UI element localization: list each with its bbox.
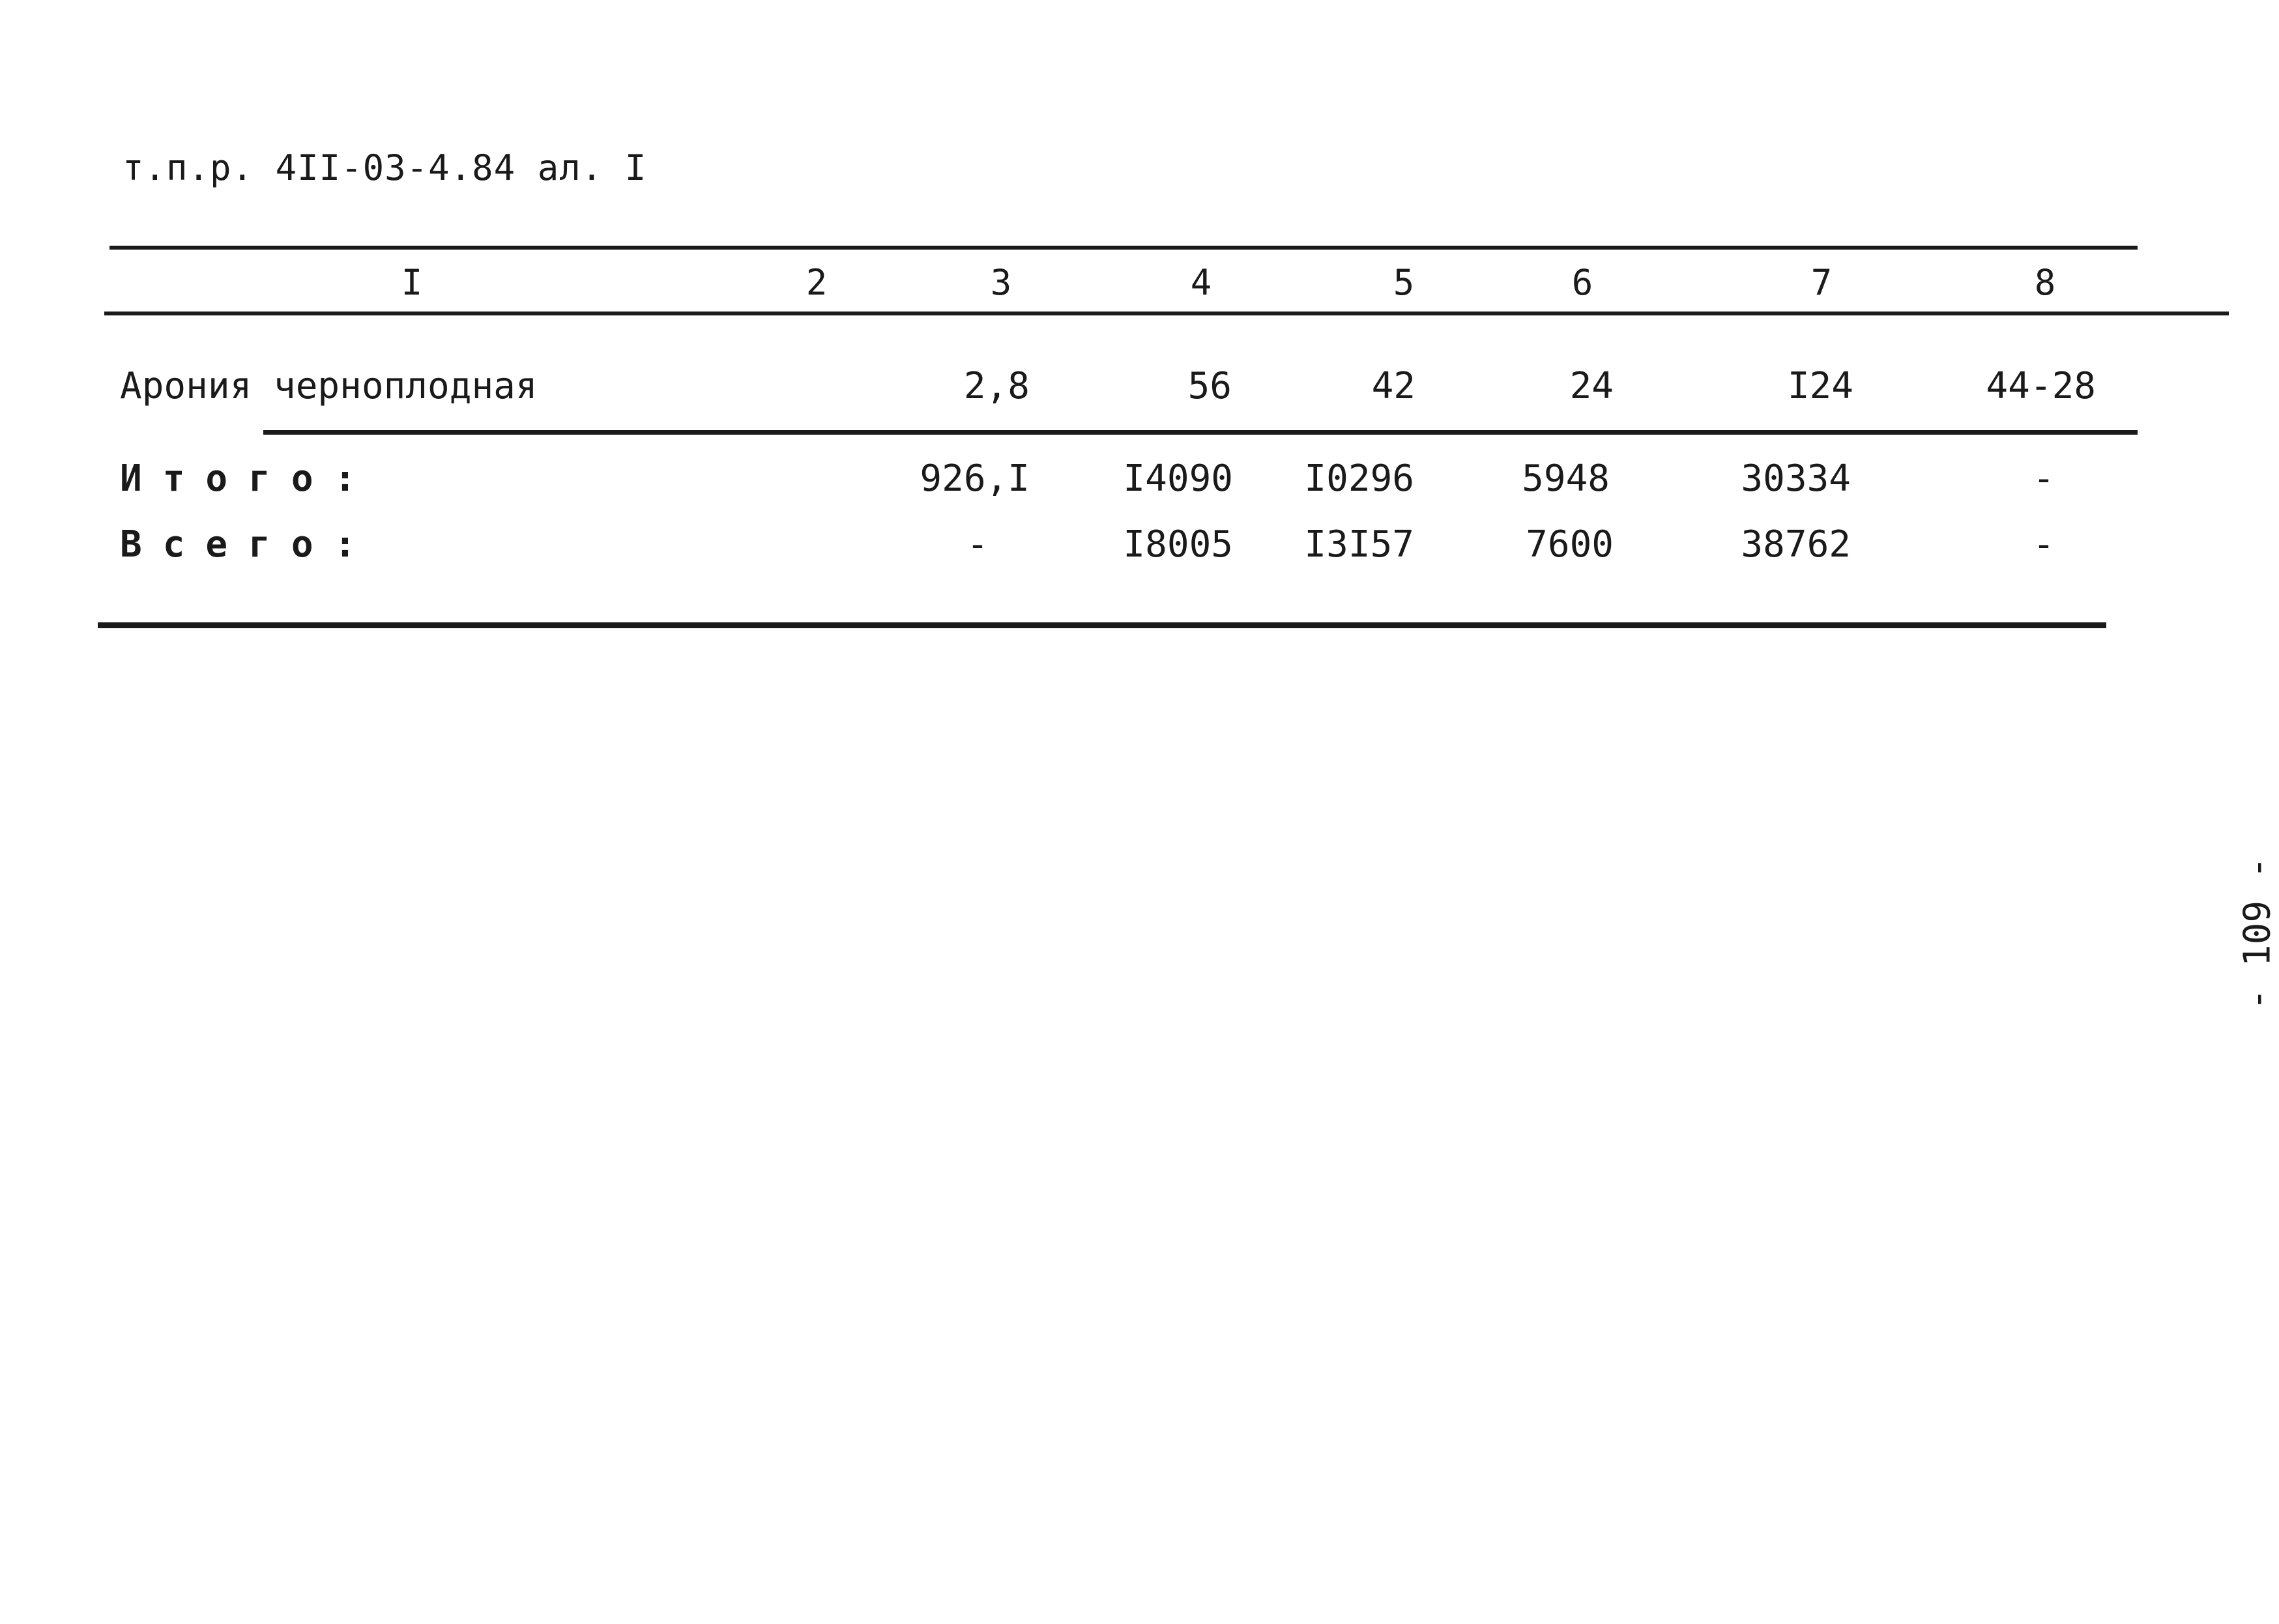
cell-col7: 38762 (1741, 523, 1851, 566)
cell-col4: I8005 (1123, 523, 1233, 566)
cell-col6: 5948 (1522, 457, 1610, 500)
document-header: т.п.р. 4II-03-4.84 ал. I (123, 147, 647, 188)
table-header-rule (104, 312, 2229, 315)
table-top-rule (109, 246, 2138, 250)
cell-col5: I3I57 (1304, 523, 1414, 566)
column-header-4: 4 (1190, 262, 1212, 303)
column-header-1: I (401, 262, 423, 303)
table-bottom-rule (98, 622, 2106, 628)
cell-col8: 44-28 (1986, 365, 2096, 407)
cell-col5: 42 (1371, 365, 1415, 407)
row-label: Итого: (120, 457, 377, 500)
column-header-8: 8 (2034, 262, 2056, 303)
column-header-3: 3 (990, 262, 1012, 303)
column-header-5: 5 (1393, 262, 1415, 303)
cell-col8: - (2033, 457, 2055, 500)
cell-col3: 926,I (920, 457, 1030, 500)
cell-col5: I0296 (1304, 457, 1414, 500)
cell-col3: - (966, 523, 989, 566)
column-header-2: 2 (806, 262, 828, 303)
cell-col3: 2,8 (963, 365, 1030, 407)
cell-col6: 7600 (1526, 523, 1614, 566)
page-number: - 109 - (2236, 856, 2279, 1011)
cell-col6: 24 (1569, 365, 1614, 407)
table-row-rule (263, 430, 2138, 435)
cell-col8: - (2033, 523, 2055, 566)
row-label: Арония черноплодная (120, 365, 538, 407)
cell-col4: 56 (1187, 365, 1232, 407)
cell-col7: 30334 (1741, 457, 1851, 500)
column-header-7: 7 (1810, 262, 1833, 303)
column-header-6: 6 (1571, 262, 1593, 303)
row-label: Всего: (120, 523, 377, 566)
cell-col7: I24 (1787, 365, 1853, 407)
cell-col4: I4090 (1123, 457, 1233, 500)
